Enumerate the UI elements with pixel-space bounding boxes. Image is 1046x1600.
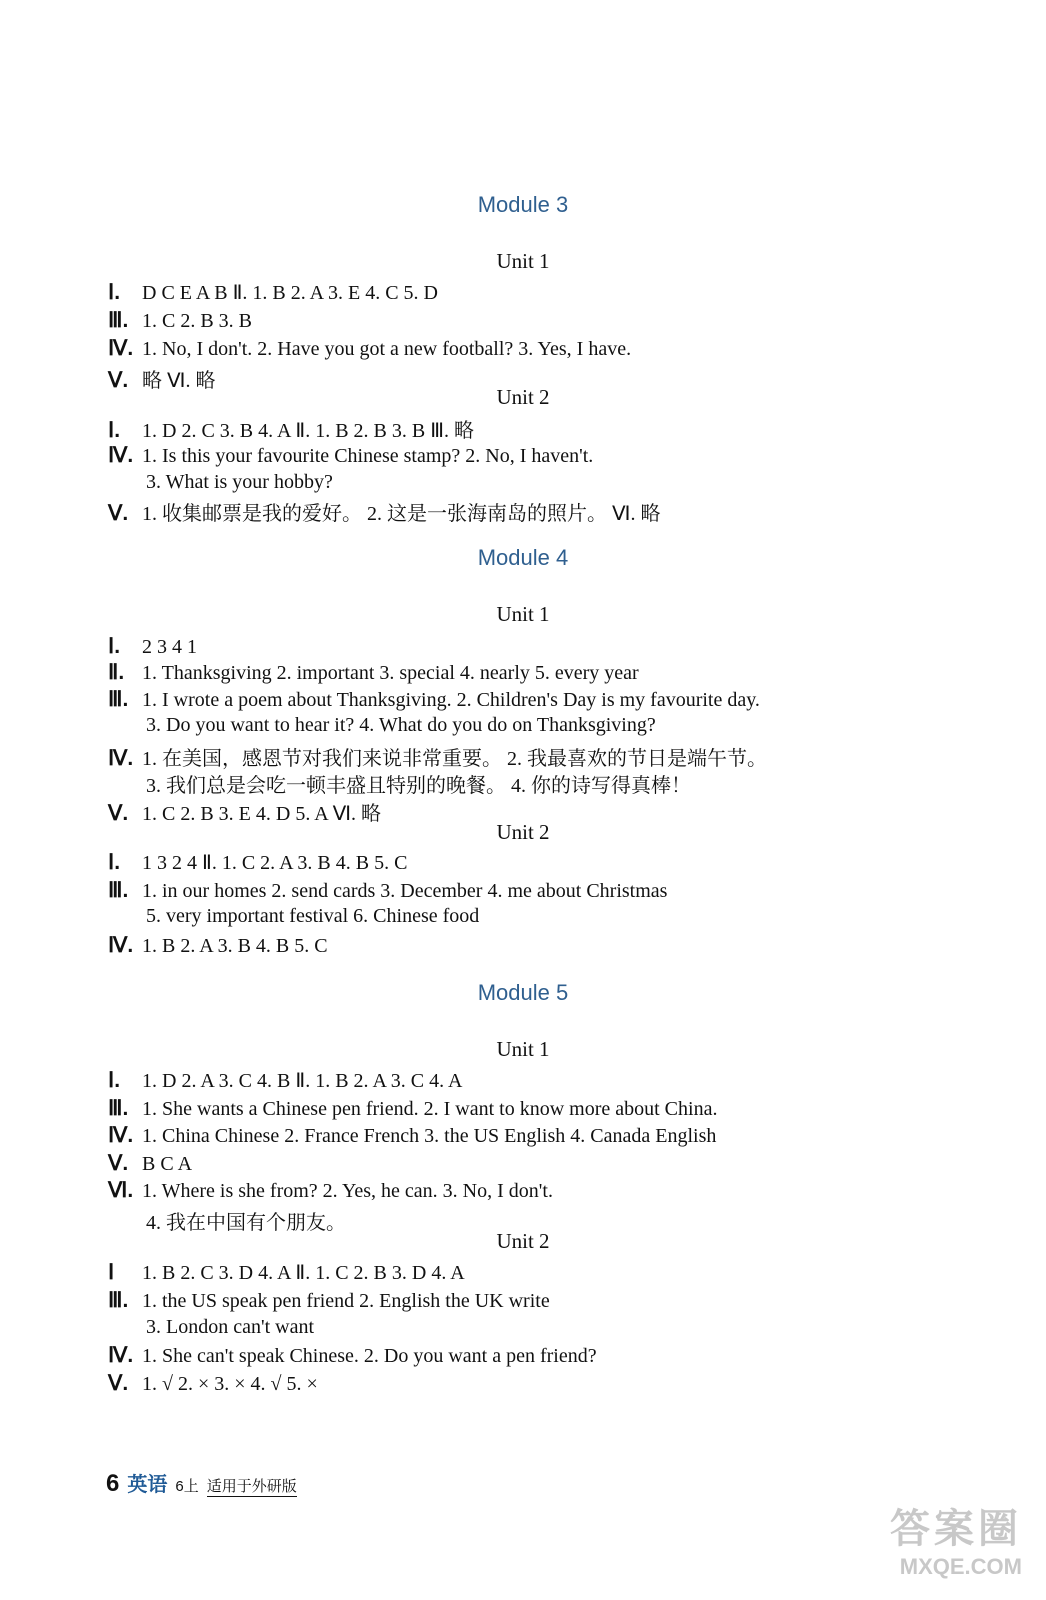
- answer-text: 5. very important festival 6. Chinese food: [146, 905, 480, 927]
- answer-line: [108, 660, 639, 685]
- section-numeral: Ⅲ.: [108, 1097, 129, 1120]
- answer-text: 1. China Chinese 2. France French 3. the US English 4. Canada English: [142, 1125, 717, 1147]
- answer-line: [108, 308, 252, 333]
- module-3-unit-2-title: Unit 2: [496, 385, 550, 409]
- page-footer: [106, 1468, 297, 1498]
- answer-text: 1. She wants a Chinese pen friend. 2. I want to know more about China.: [142, 1098, 718, 1120]
- answer-line: [108, 742, 767, 771]
- watermark: [890, 1497, 1022, 1580]
- answer-text: 1. B 2. A 3. B 4. B 5. C: [142, 935, 328, 957]
- watermark-logo-text: 答案圈: [890, 1507, 1022, 1551]
- section-numeral: Ⅴ.: [108, 1152, 129, 1175]
- answer-text: B C A: [142, 1153, 193, 1175]
- answer-line: [108, 1260, 465, 1285]
- answer-line: [146, 905, 479, 928]
- answer-line: [108, 1123, 716, 1148]
- answer-line: [108, 687, 760, 712]
- answer-text: 1. I wrote a poem about Thanksgiving. 2. Children's Day is my favourite day.: [142, 689, 760, 711]
- answer-line: [108, 1178, 553, 1203]
- section-numeral: Ⅰ.: [108, 1069, 121, 1092]
- module-3-unit-1-title: Unit 1: [496, 249, 550, 273]
- answer-text: 3. Do you want to hear it? 4. What do you do on Thanksgiving?: [146, 714, 656, 736]
- answer-line: [146, 714, 656, 737]
- watermark-url: MXQE.COM: [899, 1554, 1022, 1579]
- answer-text: 4. 我在中国有个朋友。: [146, 1212, 346, 1234]
- section-numeral: Ⅲ.: [108, 1289, 129, 1312]
- module-5-unit-2-title: Unit 2: [496, 1229, 550, 1253]
- section-numeral: Ⅰ.: [108, 635, 121, 658]
- answer-line: [146, 1316, 314, 1339]
- answer-text: 3. 我们总是会吃一顿丰盛且特别的晚餐。 4. 你的诗写得真棒！: [146, 775, 691, 797]
- answer-text: 1. B 2. C 3. D 4. A Ⅱ. 1. C 2. B 3. D 4. A: [142, 1262, 465, 1284]
- answer-line: [108, 933, 328, 958]
- answer-line: [108, 280, 438, 305]
- answer-text: 1 3 2 4 Ⅱ. 1. C 2. A 3. B 4. B 5. C: [142, 852, 408, 874]
- answer-line: [108, 414, 474, 443]
- answer-text: 3. London can't want: [146, 1316, 315, 1338]
- section-numeral: Ⅴ.: [108, 502, 129, 525]
- section-numeral: Ⅴ.: [108, 802, 129, 825]
- answer-line: [108, 336, 631, 361]
- grade-label: 6上: [175, 1478, 199, 1495]
- answer-text: 1. √ 2. × 3. × 4. √ 5. ×: [142, 1373, 318, 1395]
- answer-line: [108, 634, 197, 659]
- answer-line: [108, 443, 593, 468]
- section-numeral: Ⅰ: [108, 1261, 115, 1284]
- answer-text: 1. 收集邮票是我的爱好。 2. 这是一张海南岛的照片。 Ⅵ. 略: [142, 503, 661, 525]
- section-numeral: Ⅲ.: [108, 688, 129, 711]
- section-numeral: Ⅳ.: [108, 1124, 134, 1147]
- section-numeral: Ⅳ.: [108, 934, 134, 957]
- answer-line: [108, 497, 660, 526]
- answer-text: D C E A B Ⅱ. 1. B 2. A 3. E 4. C 5. D: [142, 282, 438, 304]
- section-numeral: Ⅱ.: [108, 661, 125, 684]
- answer-text: 略 Ⅵ. 略: [142, 370, 216, 392]
- section-numeral: Ⅰ.: [108, 419, 121, 442]
- page-number: 6: [106, 1470, 120, 1497]
- answer-text: 1. 在美国，感恩节对我们来说非常重要。 2. 我最喜欢的节日是端午节。: [142, 748, 767, 770]
- answer-text: 1. the US speak pen friend 2. English the UK write: [142, 1290, 550, 1312]
- section-numeral: Ⅵ.: [108, 1179, 134, 1202]
- answer-text: 3. What is your hobby?: [146, 471, 333, 493]
- answer-text: 1. No, I don't. 2. Have you got a new football? 3. Yes, I have.: [142, 338, 632, 360]
- edition-label: 适用于外研版: [207, 1475, 297, 1497]
- section-numeral: Ⅴ.: [108, 369, 129, 392]
- section-numeral: Ⅲ.: [108, 879, 129, 902]
- answer-text: 1. C 2. B 3. B: [142, 310, 253, 332]
- module-4-title: Module 4: [477, 545, 569, 570]
- answer-text: 1. D 2. C 3. B 4. A Ⅱ. 1. B 2. B 3. B Ⅲ. 略: [142, 420, 475, 442]
- answer-text: 2 3 4 1: [142, 636, 197, 658]
- answer-text: 1. in our homes 2. send cards 3. December 4. me about Christmas: [142, 880, 668, 902]
- module-5-unit-1-title: Unit 1: [496, 1037, 550, 1061]
- answer-text: 1. Is this your favourite Chinese stamp? 2. No, I haven't.: [142, 445, 594, 467]
- section-numeral: Ⅳ.: [108, 1344, 134, 1367]
- section-numeral: Ⅰ.: [108, 281, 121, 304]
- module-4-unit-1-title: Unit 1: [496, 602, 550, 626]
- section-numeral: Ⅳ.: [108, 747, 134, 770]
- section-numeral: Ⅳ.: [108, 444, 134, 467]
- answer-line: [146, 769, 691, 798]
- answer-line: [146, 471, 333, 494]
- answer-line: [108, 878, 667, 903]
- subject-label: 英语: [127, 1474, 168, 1496]
- answer-line: [108, 1151, 192, 1176]
- answer-text: 1. She can't speak Chinese. 2. Do you want a pen friend?: [142, 1345, 597, 1367]
- module-5-title: Module 5: [477, 980, 569, 1005]
- module-3-title: Module 3: [477, 192, 569, 217]
- module-4-unit-2-title: Unit 2: [496, 820, 550, 844]
- answer-line: [108, 1343, 597, 1368]
- answer-line: [108, 1371, 318, 1396]
- answer-line: [108, 1068, 462, 1093]
- answer-text: 1. Thanksgiving 2. important 3. special 4. nearly 5. every year: [142, 662, 639, 684]
- answer-line: [108, 1288, 550, 1313]
- section-numeral: Ⅲ.: [108, 309, 129, 332]
- answer-text: 1. Where is she from? 2. Yes, he can. 3. No, I don't.: [142, 1180, 553, 1202]
- answer-line: [108, 850, 407, 875]
- answer-text: 1. C 2. B 3. E 4. D 5. A Ⅵ. 略: [142, 803, 382, 825]
- answer-line: [108, 1096, 717, 1121]
- section-numeral: Ⅳ.: [108, 337, 134, 360]
- section-numeral: Ⅰ.: [108, 851, 121, 874]
- section-numeral: Ⅴ.: [108, 1372, 129, 1395]
- answer-text: 1. D 2. A 3. C 4. B Ⅱ. 1. B 2. A 3. C 4. A: [142, 1070, 463, 1092]
